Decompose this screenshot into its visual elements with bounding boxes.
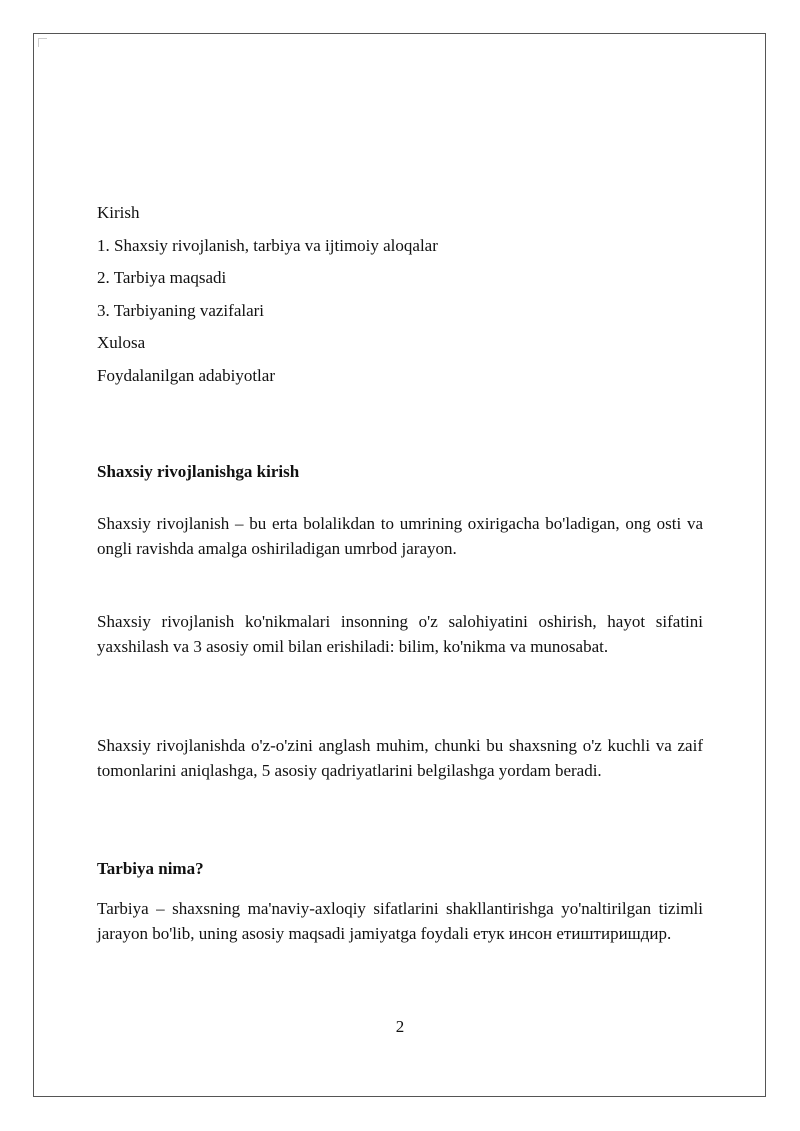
toc-item-intro: Kirish <box>97 203 140 222</box>
toc-item-references: Foydalanilgan adabiyotlar <box>97 365 275 385</box>
section-heading-personal-development: Shaxsiy rivojlanishga kirish <box>97 462 300 481</box>
body-paragraph: Shaxsiy rivojlanish – bu erta bolalikdan to umrining oxirigacha bo'ladigan, ong osti va ongli ravishda amalga oshiriladigan umrbod jarayon. <box>97 514 703 558</box>
body-paragraph: Shaxsiy rivojlanishda o'z-o'zini anglash muhim, chunki bu shaxsning o'z kuchli va zaif tomonlarini aniqlashga, 5 asosiy qadriyatlarini belgilashga yordam beradi. <box>97 736 703 780</box>
page-number: 2 <box>395 1017 405 1036</box>
table-of-contents <box>97 200 703 396</box>
body-paragraph: Tarbiya – shaxsning ma'naviy-axloqiy sifatlarini shakllantirishga yo'naltirilgan tizimli jarayon bo'lib, uning asosiy maqsadi jamiyatga foydali етук инсон етиштиришдир. <box>97 899 703 943</box>
toc-item-2: 2. Tarbiya maqsadi <box>97 268 227 288</box>
section-heading-upbringing: Tarbiya nima? <box>97 859 204 878</box>
body-paragraph: Shaxsiy rivojlanish ko'nikmalari insonning o'z salohiyatini oshirish, hayot sifatini yaxshilash va 3 asosiy omil bilan erishiladi: bilim, ko'nikma va munosabat. <box>97 612 703 656</box>
corner-crop-mark <box>38 38 47 47</box>
toc-item-conclusion: Xulosa <box>97 333 146 353</box>
toc-item-1: 1. Shaxsiy rivojlanish, tarbiya va ijtimoiy aloqalar <box>97 235 438 255</box>
toc-item-3: 3. Tarbiyaning vazifalari <box>97 300 265 320</box>
